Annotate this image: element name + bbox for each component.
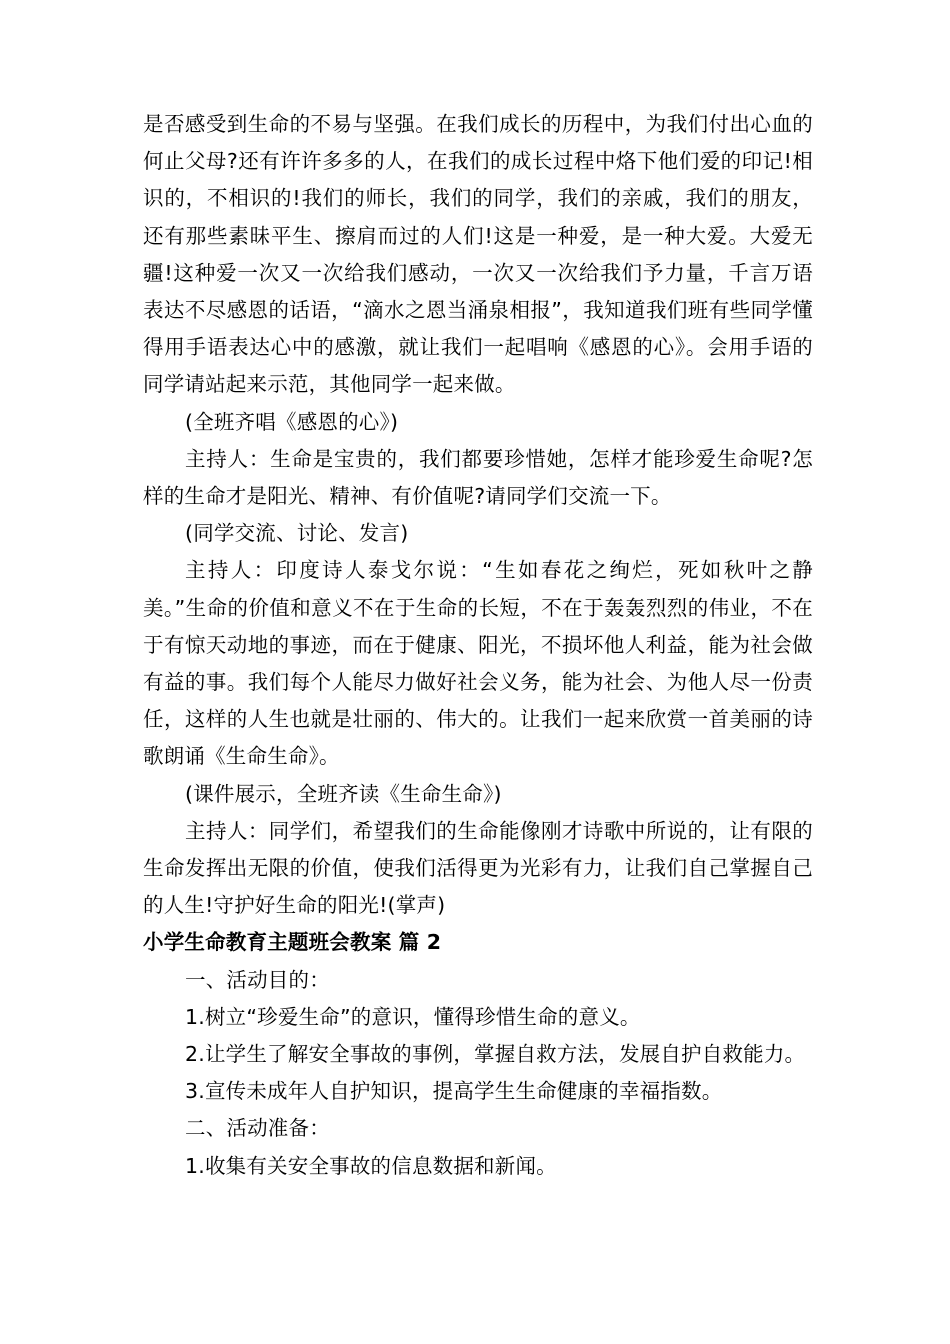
section-paragraph: 1.树立“珍爱生命”的意识，懂得珍惜生命的意义。 bbox=[185, 1004, 641, 1029]
section-paragraph: 1.收集有关安全事故的信息数据和新闻。 bbox=[185, 1153, 557, 1178]
body-paragraph: (同学交流、讨论、发言) bbox=[185, 521, 409, 546]
body-paragraph: 是否感受到生命的不易与坚强。在我们成长的历程中，为我们付出心血的何止父母?还有许许多多的人，在我们的成长过程中烙下他们爱的印记!相识的，不相识的!我们的师长，我们的同学，我们的亲戚，我们的朋友，还有那些素昧平生、擦肩而过的人们!这是一种爱，是一种大爱。大爱无疆!这种爱一次又一次给我们感动，一次又一次给我们予力量，千言万语表达不尽感恩的话语，“滴水之恩当涌泉相报”，我知道我们班有些同学懂得用手语表达心中的感激，就让我们一起唱响《感恩的心》。会用手语的同学请站起来示范，其他同学一起来做。 bbox=[143, 112, 813, 397]
document-body bbox=[143, 106, 813, 1185]
section-paragraph: 二、活动准备： bbox=[185, 1116, 330, 1141]
section-paragraph: 2.让学生了解安全事故的事例，掌握自救方法，发展自护自救能力。 bbox=[185, 1042, 806, 1067]
body-paragraph: 主持人：印度诗人泰戈尔说：“生如春花之绚烂，死如秋叶之静美。”生命的价值和意义不在于生命的长短，不在于轰轰烈烈的伟业，不在于有惊天动地的事迹，而在于健康、阳光，不损坏他人利益，能为社会做有益的事。我们每个人能尽力做好社会义务，能为社会、为他人尽一份责任，这样的人生也就是壮丽的、伟大的。让我们一起来欣赏一首美丽的诗歌朗诵《生命生命》。 bbox=[143, 558, 813, 769]
body-paragraph: 主持人：生命是宝贵的，我们都要珍惜她，怎样才能珍爱生命呢?怎样的生命才是阳光、精神、有价值呢?请同学们交流一下。 bbox=[143, 446, 813, 509]
body-paragraph: (全班齐唱《感恩的心》) bbox=[185, 409, 399, 434]
body-paragraph: 主持人：同学们，希望我们的生命能像刚才诗歌中所说的，让有限的生命发挥出无限的价值，使我们活得更为光彩有力，让我们自己掌握自己的人生!守护好生命的阳光!(掌声) bbox=[143, 818, 813, 918]
body-paragraph: (课件展示，全班齐读《生命生命》) bbox=[185, 781, 502, 806]
section-paragraph: 3.宣传未成年人自护知识，提高学生生命健康的幸福指数。 bbox=[185, 1079, 723, 1104]
section-heading: 小学生命教育主题班会教案 篇 2 bbox=[143, 930, 442, 955]
section-paragraph: 一、活动目的： bbox=[185, 967, 330, 992]
